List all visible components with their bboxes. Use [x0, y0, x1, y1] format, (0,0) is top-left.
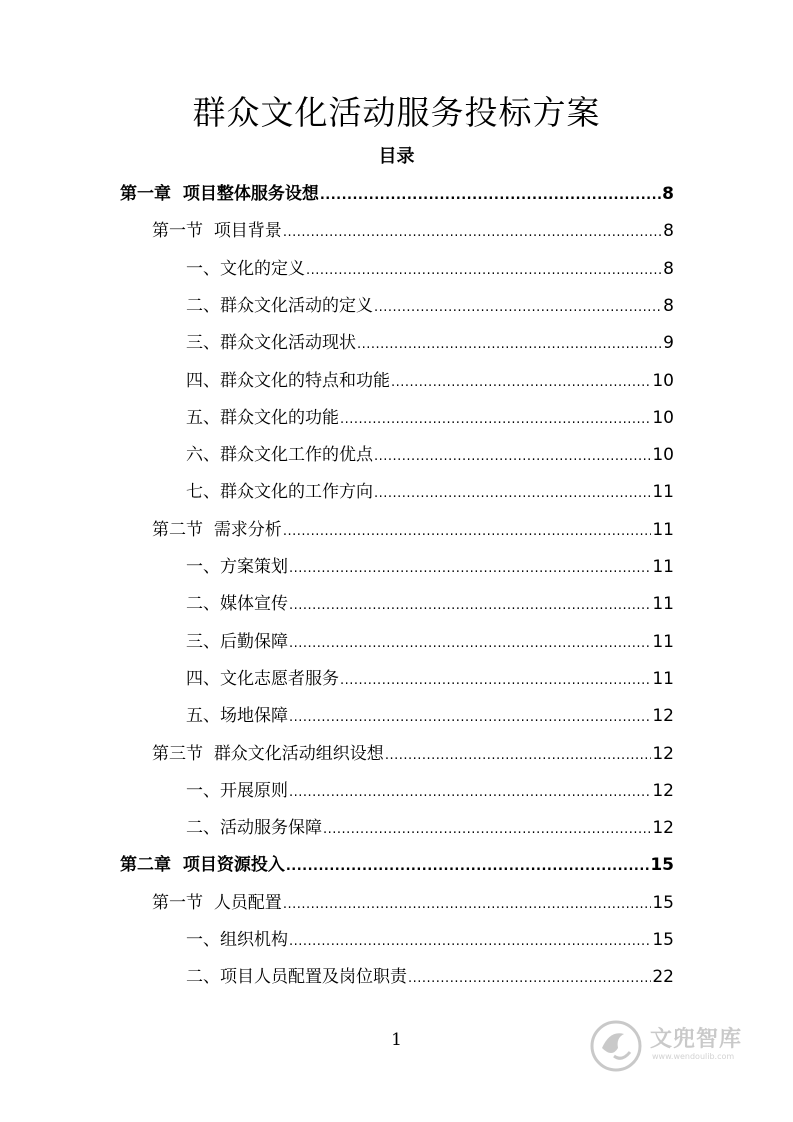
toc-entry-level-3[interactable] — [186, 474, 674, 511]
toc-entry-number: 第二节 — [152, 519, 203, 540]
toc-leader-dots — [283, 513, 652, 550]
toc-leader-dots — [357, 326, 662, 363]
document-title: 群众文化活动服务投标方案 — [192, 93, 601, 132]
toc-entry-number: 一、 — [186, 930, 220, 950]
toc-entry-number: 二、 — [186, 967, 220, 988]
toc-entry-title: 方案策划 — [220, 557, 288, 577]
toc-entry-page: 10 — [652, 370, 674, 391]
toc-leader-dots — [374, 475, 651, 512]
watermark-url: www.wendoulib.com — [652, 1052, 735, 1061]
toc-entry-title: 群众文化活动的定义 — [220, 295, 373, 316]
toc-entry-number: 七、 — [186, 482, 220, 503]
toc-entry-title: 活动服务保障 — [220, 818, 322, 839]
toc-entry-page: 15 — [652, 892, 674, 913]
toc-entry-number: 二、 — [186, 594, 220, 615]
toc-entry-number: 第二章 — [120, 855, 171, 876]
toc-entry-number: 五、 — [186, 706, 220, 727]
toc-leader-dots — [289, 550, 651, 587]
toc-entry-title: 群众文化的功能 — [220, 407, 339, 428]
toc-entry-number: 第三节 — [152, 743, 203, 764]
toc-entry-page: 10 — [652, 407, 674, 428]
page-number: 1 — [391, 1030, 402, 1050]
toc-leader-dots — [340, 662, 651, 699]
toc-entry-page: 12 — [652, 818, 674, 839]
toc-entry-title: 项目整体服务设想 — [182, 184, 319, 204]
toc-entry-page: 8 — [663, 295, 674, 316]
toc-entry-number: 五、 — [186, 407, 220, 428]
toc-entry-page: 12 — [652, 780, 674, 801]
toc-entry-title: 群众文化活动现状 — [220, 333, 356, 354]
toc-entry-number: 四、 — [186, 668, 220, 689]
toc-entry-page: 12 — [652, 743, 674, 764]
toc-leader-dots — [289, 625, 651, 662]
toc-entry-page: 12 — [652, 706, 674, 727]
toc-entry-level-3[interactable] — [186, 661, 674, 698]
toc-leader-dots — [391, 364, 651, 401]
toc-entry-page: 10 — [652, 445, 674, 466]
toc-entry-number: 三、 — [186, 631, 220, 652]
toc-entry-page: 11 — [652, 594, 674, 615]
toc-entry-number: 一、 — [186, 258, 220, 279]
toc-leader-dots — [408, 960, 651, 997]
toc-entry-number: 第一节 — [152, 221, 203, 242]
toc-leader-dots — [340, 401, 651, 438]
toc-entry-number: 三、 — [186, 333, 220, 354]
toc-entry-page: 15 — [652, 930, 674, 950]
toc-entry-number: 第一节 — [152, 892, 203, 913]
toc-entry-title: 需求分析 — [213, 519, 282, 540]
toc-entry-number: 第一章 — [120, 184, 171, 204]
toc-entry-level-2[interactable] — [152, 512, 674, 549]
toc-entry-title: 人员配置 — [213, 892, 282, 913]
toc-leader-dots — [306, 252, 662, 289]
toc-entry-number: 一、 — [186, 780, 220, 801]
toc-leader-dots — [289, 923, 651, 960]
toc-entry-title: 群众文化活动组织设想 — [213, 743, 384, 764]
toc-entry-page: 11 — [652, 557, 674, 577]
toc-entry-level-3[interactable] — [186, 400, 674, 437]
toc-entry-level-3[interactable] — [186, 698, 674, 735]
toc-leader-dots — [323, 811, 651, 848]
toc-entry-title: 后勤保障 — [220, 631, 288, 652]
toc-entry-title: 场地保障 — [220, 706, 288, 727]
toc-entry-number: 六、 — [186, 445, 220, 466]
toc-entry-level-3[interactable] — [186, 810, 674, 847]
toc-entry-page: 8 — [663, 221, 674, 242]
toc-entry-level-2[interactable] — [152, 213, 674, 250]
toc-entry-title: 群众文化工作的优点 — [220, 445, 373, 466]
toc-leader-dots — [320, 177, 661, 214]
toc-entry-page: 15 — [650, 855, 674, 876]
toc-leader-dots — [289, 699, 651, 736]
toc-entry-level-1[interactable] — [120, 847, 674, 884]
toc-entry-level-3[interactable] — [186, 288, 674, 325]
toc-entry-number: 二、 — [186, 818, 220, 839]
toc-entry-level-3[interactable] — [186, 959, 674, 996]
toc-entry-page: 11 — [652, 482, 674, 503]
toc-entry-page: 9 — [663, 333, 674, 354]
toc-entry-number: 二、 — [186, 295, 220, 316]
toc-entry-level-3[interactable] — [186, 586, 674, 623]
watermark-logo — [588, 1018, 758, 1074]
toc-entry-page: 8 — [663, 258, 674, 279]
logo-icon — [588, 1018, 644, 1074]
toc-entry-level-3[interactable] — [186, 624, 674, 661]
toc-leader-dots — [374, 438, 651, 475]
toc-entry-level-3[interactable] — [186, 773, 674, 810]
toc-leader-dots — [283, 886, 652, 923]
toc-entry-page: 11 — [652, 631, 674, 652]
toc-entry-page: 11 — [652, 668, 674, 689]
toc-entry-level-3[interactable] — [186, 922, 674, 959]
toc-entry-level-3[interactable] — [186, 363, 674, 400]
toc-entry-page: 11 — [652, 519, 674, 540]
toc-entry-level-3[interactable] — [186, 325, 674, 362]
toc-entry-level-2[interactable] — [152, 885, 674, 922]
toc-heading: 目录 — [378, 146, 415, 167]
toc-entry-title: 项目人员配置及岗位职责 — [220, 967, 407, 988]
toc-entry-level-2[interactable] — [152, 736, 674, 773]
toc-entry-level-1[interactable] — [120, 176, 674, 213]
toc-entry-title: 文化志愿者服务 — [220, 668, 339, 689]
toc-entry-number: 一、 — [186, 557, 220, 577]
toc-entry-title: 开展原则 — [220, 780, 288, 801]
toc-entry-title: 群众文化的特点和功能 — [220, 370, 390, 391]
toc-entry-page: 8 — [662, 184, 674, 204]
toc-entry-title: 项目资源投入 — [182, 855, 285, 876]
toc-leader-dots — [374, 289, 662, 326]
toc-leader-dots — [283, 214, 662, 251]
toc-entry-title: 组织机构 — [220, 930, 288, 950]
toc-leader-dots — [286, 848, 649, 885]
toc-entry-level-3[interactable] — [186, 437, 674, 474]
toc-leader-dots — [289, 587, 651, 624]
toc-entry-title: 群众文化的工作方向 — [220, 482, 373, 503]
toc-entry-title: 项目背景 — [213, 221, 282, 242]
toc-entry-level-3[interactable] — [186, 251, 674, 288]
toc-leader-dots — [385, 737, 652, 774]
toc-entry-number: 四、 — [186, 370, 220, 391]
toc-entry-page: 22 — [652, 967, 674, 988]
watermark-name: 文兜智库 — [650, 1027, 743, 1052]
toc-leader-dots — [289, 774, 651, 811]
toc-entry-level-3[interactable] — [186, 549, 674, 586]
toc-entry-title: 文化的定义 — [220, 258, 305, 279]
toc-entry-title: 媒体宣传 — [220, 594, 288, 615]
